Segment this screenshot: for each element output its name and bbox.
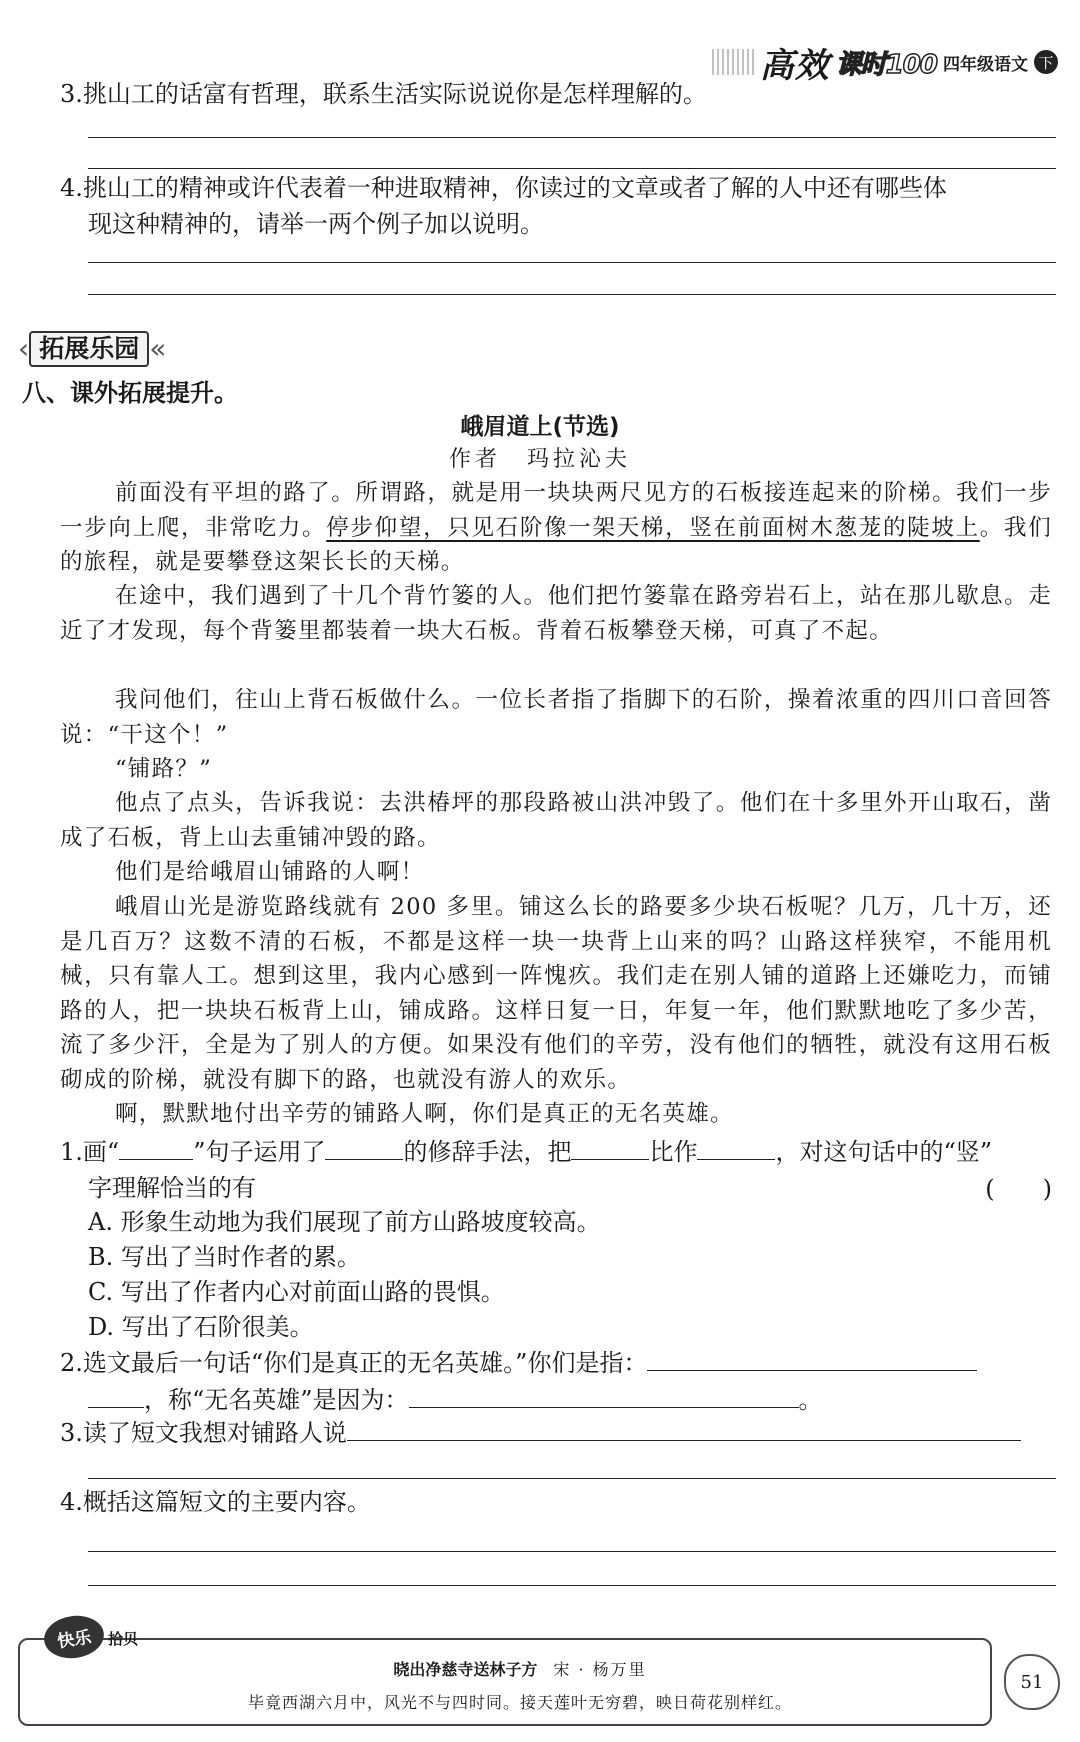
- question-text: 挑山工的精神或许代表着一种进取精神，你读过的文章或者了解的人中还有哪些体: [82, 174, 947, 202]
- fill-blank[interactable]: [409, 1381, 799, 1408]
- answer-line[interactable]: [88, 294, 1056, 295]
- article-paragraph: 我问他们，往山上背石板做什么。一位长者指了指脚下的石阶，操着浓重的四川口音回答说：“干这个！”: [60, 687, 1052, 748]
- exercise-4: [60, 1484, 1052, 1520]
- question-text: 的修辞手法，把: [403, 1138, 572, 1166]
- question-number: 4.: [60, 1488, 83, 1516]
- poem-title: 晓出净慈寺送林子方: [393, 1660, 538, 1679]
- fill-blank[interactable]: [119, 1133, 193, 1160]
- question-text: 概括这篇短文的主要内容。: [82, 1488, 371, 1516]
- article-paragraph: 在途中，我们遇到了十几个背竹篓的人。他们把竹篓靠在路旁岩石上，站在那儿歇息。走近了才发现，每个背篓里都装着一块大石板。背着石板攀登天梯，可真了不起。: [60, 583, 1052, 644]
- section-banner: [18, 330, 166, 368]
- question-number: 2.: [60, 1349, 83, 1377]
- question-number: 3.: [60, 1419, 83, 1447]
- paragraph-text: 前面没有平坦的路了。所谓路，就是用一块块两尺见方的石板接连起来的阶梯。我们一步一步向上爬，非常吃力。: [60, 480, 1052, 541]
- question-text: 画“: [82, 1138, 120, 1166]
- exercise-2: [60, 1344, 1052, 1418]
- header-volume: 下: [1034, 50, 1058, 74]
- poem-body: 毕竟西湖六月中，风光不与四时同。接天莲叶无穷碧，映日荷花别样红。: [247, 1693, 792, 1712]
- underlined-sentence: 停步仰望，只见石阶像一架天梯，竖在前面树木葱茏的陡坡上: [326, 514, 980, 541]
- question-text: ，称“无名英雄”是因为：: [144, 1386, 409, 1414]
- poem-author: 宋 · 杨万里: [553, 1660, 647, 1679]
- answer-line[interactable]: [88, 1551, 1056, 1552]
- answer-line[interactable]: [88, 168, 1056, 169]
- question-text: 比作: [649, 1138, 698, 1166]
- fill-blank[interactable]: [697, 1133, 775, 1160]
- question-4: [60, 170, 1052, 242]
- fill-blank[interactable]: [647, 1344, 977, 1371]
- question-text: 。: [798, 1386, 823, 1414]
- question-text: 挑山工的话富有哲理，联系生活实际说说你是怎样理解的。: [82, 80, 707, 108]
- fill-blank[interactable]: [571, 1133, 649, 1160]
- article-title: 峨眉道上(节选): [460, 414, 620, 440]
- question-text: ”句子运用了: [193, 1138, 326, 1166]
- footer-badge-sub: 拾贝: [108, 1630, 139, 1648]
- article-paragraph: “铺路？”: [115, 756, 213, 782]
- fill-blank[interactable]: [347, 1414, 1021, 1441]
- question-text-cont: 字理解恰当的有: [88, 1174, 256, 1202]
- paragraph-text: 。我们的旅程，就是要攀登这架长长的天梯。: [60, 514, 1052, 575]
- question-text: 读了短文我想对铺路人说: [82, 1419, 347, 1447]
- answer-line[interactable]: [88, 1478, 1056, 1479]
- header-grade: 四年级语文: [943, 54, 1028, 75]
- fill-blank[interactable]: [325, 1133, 403, 1160]
- question-text: ，对这句话中的“竖”: [775, 1138, 993, 1166]
- article-paragraph: 他们是给峨眉山铺路的人啊！: [115, 859, 425, 885]
- question-number: 3.: [60, 80, 83, 108]
- footer-badge: 快乐: [41, 1612, 106, 1662]
- article-author: 作者 玛拉沁夫: [448, 447, 631, 472]
- chevron-left-icon: ‹: [18, 332, 30, 365]
- answer-line[interactable]: [88, 1585, 1056, 1586]
- banner-label: 拓展乐园: [29, 331, 149, 367]
- fill-blank[interactable]: [88, 1381, 144, 1408]
- article-paragraph: 啊，默默地付出辛劳的铺路人啊，你们是真正的无名英雄。: [115, 1101, 734, 1127]
- article-paragraph: 峨眉山光是游览路线就有 200 多里。铺这么长的路要多少块石板呢？几万，几十万，还是几百万？这数不清的石板，不都是这样一块一块背上山来的吗？山路这样狭窄，不能用机械，只有靠人工。想到这里，我内心感到一阵愧疚。我们走在别人铺的道路上还嫌吃力，而铺路的人，把一块块石板背上山，铺成路。这样日复一日，年复一年，他们默默地吃了多少苦，流了多少汗，全是为了别人的方便。如果没有他们的辛劳，没有他们的牺牲，就没有这用石板砌成的阶梯，就没有脚下的路，也就没有游人的欢乐。: [60, 894, 1052, 1093]
- question-number: 4.: [60, 174, 83, 202]
- question-text-cont: 现这种精神的，请举一两个例子加以说明。: [88, 210, 544, 238]
- exercise-3: [60, 1414, 1052, 1451]
- header-decoration: [712, 49, 754, 75]
- answer-line[interactable]: [88, 137, 1056, 138]
- page-number: 51: [1004, 1654, 1060, 1710]
- section-title: 八、课外拓展提升。: [22, 379, 238, 407]
- header-series: 高效: [759, 45, 830, 86]
- question-text: 选文最后一句话“你们是真正的无名英雄。”你们是指：: [82, 1349, 648, 1377]
- option-b: B. 写出了当时作者的累。: [88, 1243, 361, 1271]
- article-paragraph: [60, 476, 1052, 580]
- question-number: 1.: [60, 1138, 83, 1166]
- question-3: [60, 76, 1052, 112]
- option-d: D. 写出了石阶很美。: [88, 1313, 314, 1341]
- option-a: A. 形象生动地为我们展现了前方山路坡度较高。: [88, 1208, 601, 1236]
- exercise-1: [60, 1133, 1052, 1206]
- header-subseries: 课时100: [835, 49, 937, 80]
- double-chevron-left-icon: «: [149, 332, 167, 365]
- answer-paren[interactable]: ( ): [985, 1175, 1052, 1203]
- poem-title-row: [0, 1657, 1040, 1680]
- option-c: C. 写出了作者内心对前面山路的畏惧。: [88, 1278, 505, 1306]
- article-paragraph: 他点了点头，告诉我说：去洪椿坪的那段路被山洪冲毁了。他们在十多里外开山取石，凿成了石板，背上山去重铺冲毁的路。: [60, 790, 1052, 851]
- answer-line[interactable]: [88, 262, 1056, 263]
